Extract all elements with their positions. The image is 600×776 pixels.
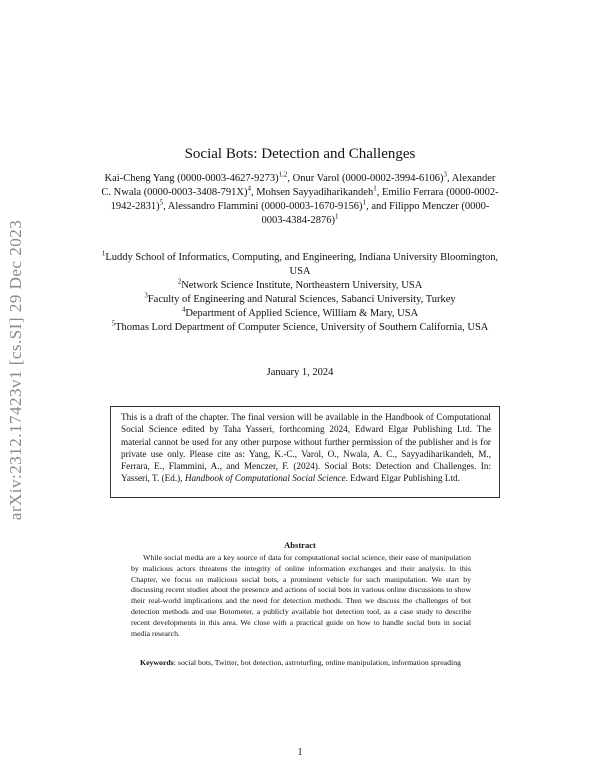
- keywords: Keywords: social bots, Twitter, bot detection, astroturfing, online manipulation, information spreading: [140, 658, 462, 667]
- affiliation: $^1$Luddy School of Informatics, Computing, and Engineering, Indiana University Bloomington, USA: [101, 249, 499, 277]
- paper-title: Social Bots: Detection and Challenges: [184, 146, 416, 162]
- author-list: Kai-Cheng Yang $(0000-0003-4627-9273)^{1,2}$, Onur Varol $(0000-0002-3994-6106)^3$, Alexander C. Nwala $(0000-0003-3408-791X)^4$, Mohsen Sayyadiharikandeh$^1$, Emilio Ferrara $(0000-0002-1942-2831)^5$, Alessandro Flammini $(0000-0003-1670-9156)^1$, and Filippo Menczer $(0000-0003-4384-2876)^1$: [101, 170, 499, 226]
- page-number: 1: [297, 747, 303, 758]
- affiliation: $^5$Thomas Lord Department of Computer Science, University of Southern California, USA: [111, 319, 489, 333]
- author: Alessandro Flammini $(0000-0003-1670-9156)^1$: [167, 198, 367, 212]
- abstract-heading: Abstract: [284, 540, 316, 550]
- author: Onur Varol $(0000-0002-3994-6106)^3$: [292, 170, 448, 184]
- affiliation: $^3$Faculty of Engineering and Natural Sciences, Sabanci University, Turkey: [144, 291, 456, 305]
- affiliation: $^4$Department of Applied Science, William & Mary, USA: [181, 305, 419, 319]
- affiliation: $^2$Network Science Institute, Northeastern University, USA: [177, 277, 423, 291]
- abstract-text: While social media are a key source of data for computational social science, their ease of manipulation by malicious actors threatens the integrity of online information exchanges and their analysis. In this Chapter, we focus on malicious social bots, a prominent vehicle for such manipulation. We start by discussing recent studies about the presence and actions of social bots in various online discussions to show their real-world implications and the need for detection methods. Then we discuss the challenges of bot detection methods and use Botometer, a publicly available bot detection tool, as a case study to describe recent developments in this area. We close with a practical guide on how to handle social bots in social media research.: [131, 553, 471, 638]
- author: Emilio Ferrara $(0000-0002-1942-2831)^5$: [110, 187, 499, 212]
- affiliation-list: [95, 251, 505, 335]
- draft-notice-box: This is a draft of the chapter. The final version will be available in the Handbook of Computational Social Science edited by Taha Yasseri, forthcoming 2024, Edward Elgar Publishing Ltd. The material cannot be used for any other purpose without further permission of the publisher and is for private use only. Please cite as: Yang, K.-C., Varol, O., Nwala, A. C., Sayyadiharikandeh, M., Ferrara, E., Flammini, A., and Menczer, F. (2024). Social Bots: Detection and Challenges. In: Yasseri, T. (Ed.), Handbook of Computational Social Science. Edward Elgar Publishing Ltd.: [110, 406, 500, 498]
- author: Mohsen Sayyadiharikandeh$^1$: [256, 184, 377, 198]
- author: Filippo Menczer $(0000-0003-4384-2876)^1$: [261, 201, 490, 226]
- author: Kai-Cheng Yang $(0000-0003-4627-9273)^{1,2}$: [104, 170, 288, 184]
- author: Alexander C. Nwala $(0000-0003-3408-791X)^4$: [101, 173, 496, 198]
- arxiv-stamp[interactable]: arXiv:2312.17423v1 [cs.SI] 29 Dec 2023: [6, 219, 25, 521]
- paper-date: January 1, 2024: [266, 367, 334, 378]
